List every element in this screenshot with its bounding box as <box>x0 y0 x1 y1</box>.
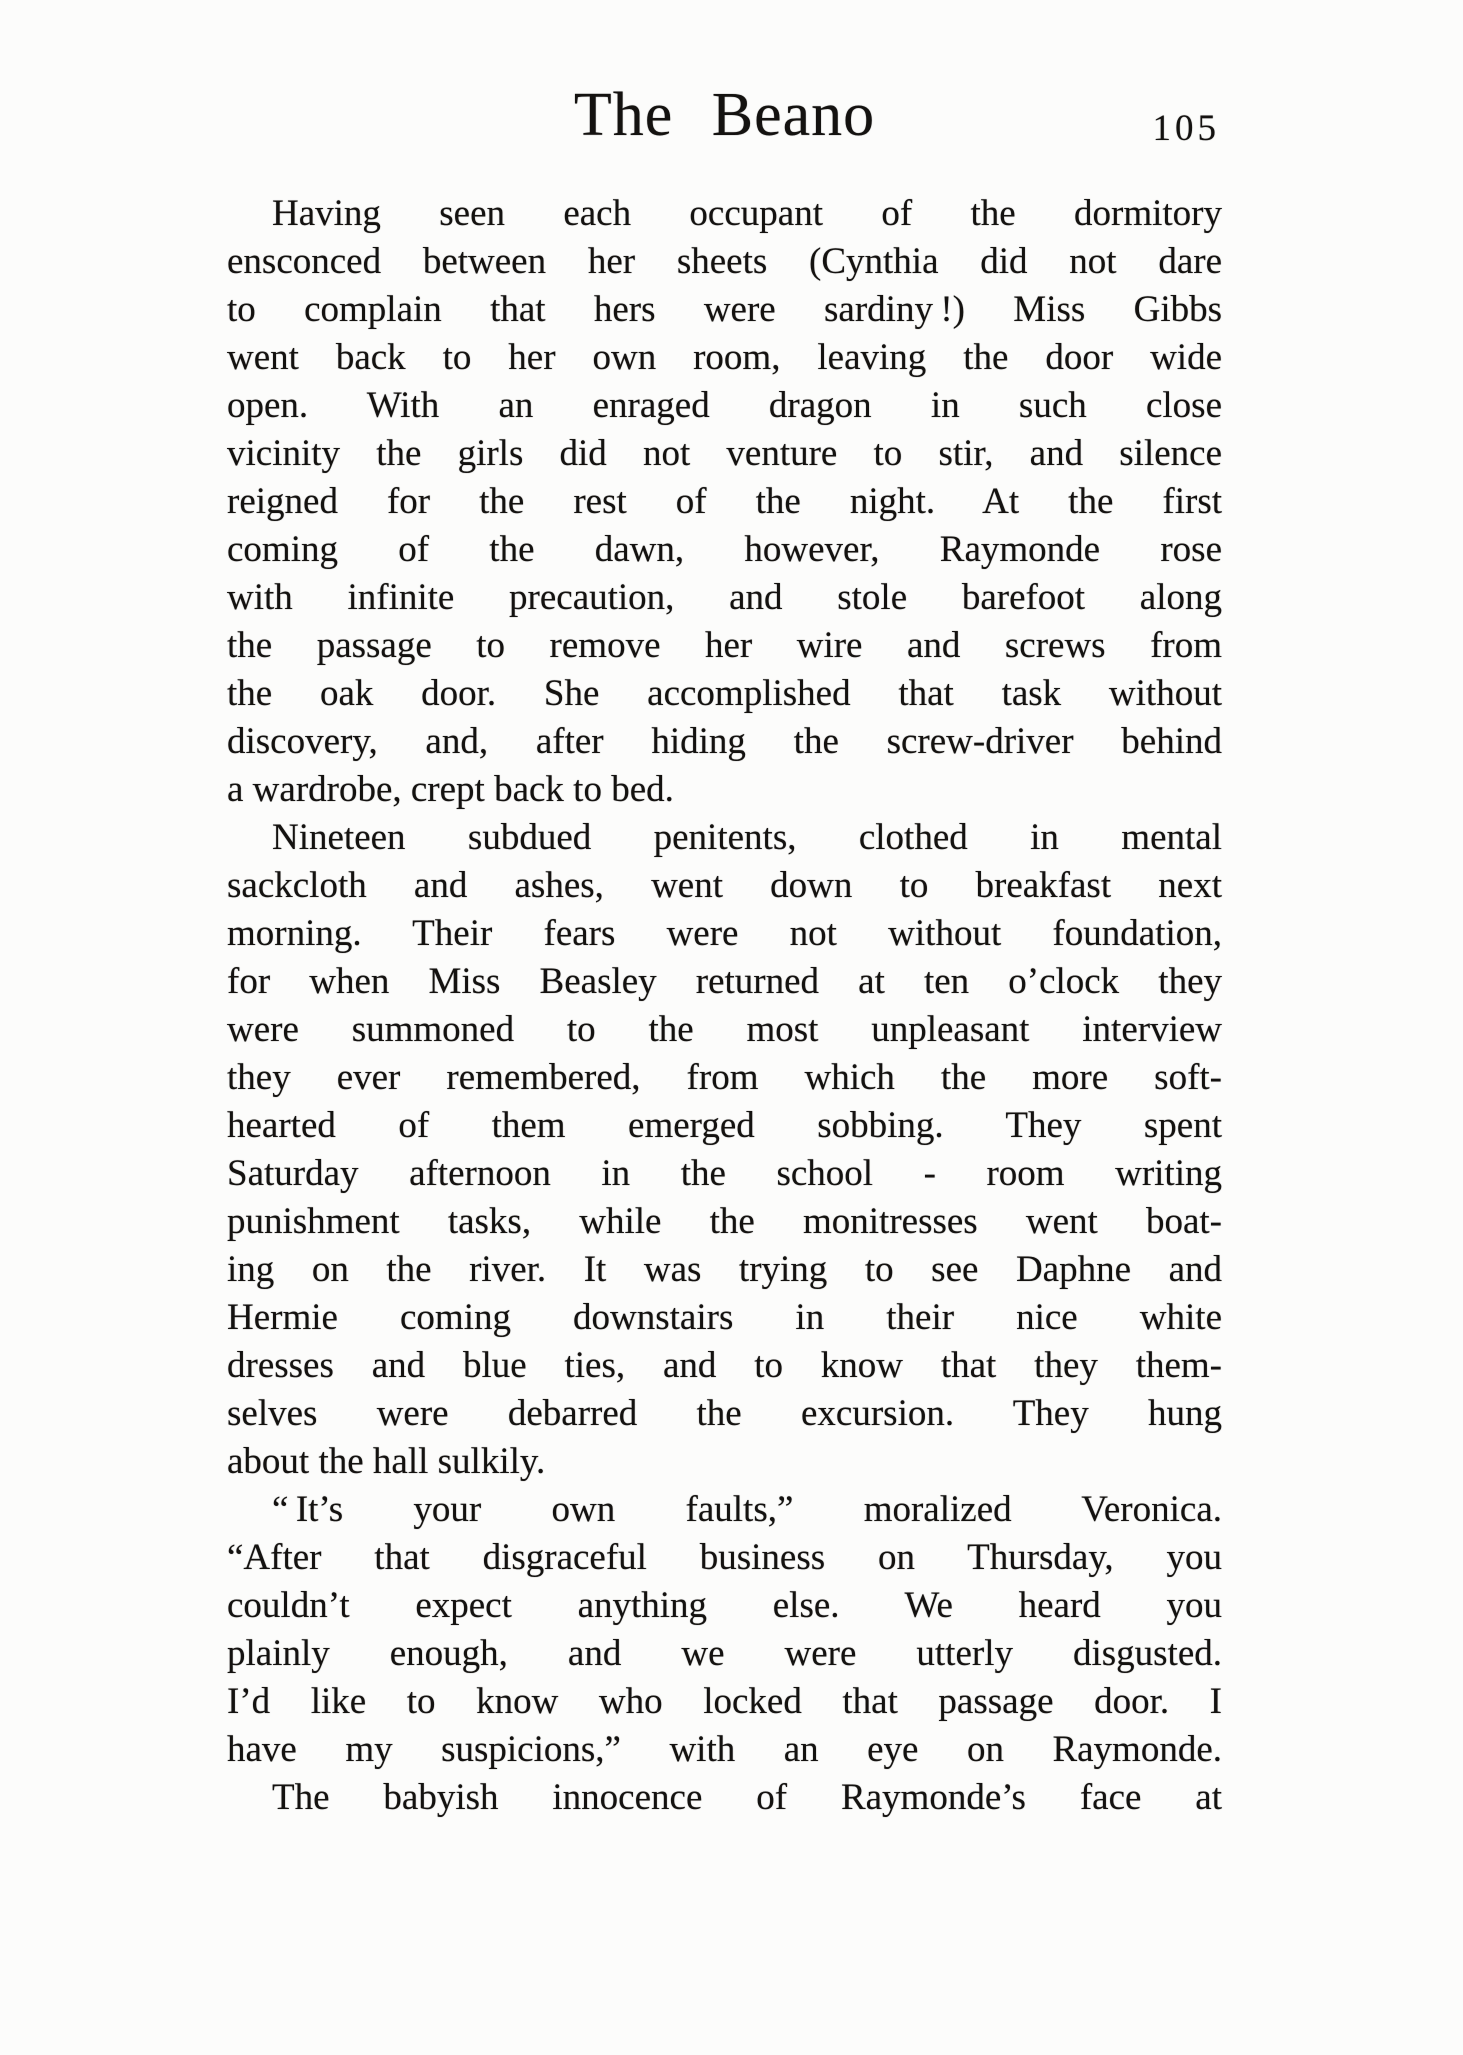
text-line: sackcloth and ashes, went down to breakfast next <box>227 865 1222 906</box>
text-line: Hermie coming downstairs in their nice white <box>227 1297 1222 1338</box>
text-line: for when Miss Beasley returned at ten o’clock they <box>227 961 1222 1002</box>
text-line: discovery, and, after hiding the screw-driver behind <box>227 721 1222 762</box>
text-line: open. With an enraged dragon in such close <box>227 385 1222 426</box>
text-line: morning. Their fears were not without foundation, <box>227 913 1222 954</box>
text-line: “ It’s your own faults,” moralized Veronica. <box>272 1489 1222 1530</box>
page-number: 105 <box>1152 108 1220 149</box>
text-line: about the hall sulkily. <box>227 1441 546 1482</box>
text-line: ensconced between her sheets (Cynthia did not dare <box>227 241 1222 282</box>
text-line: I’d like to know who locked that passage door. I <box>227 1681 1222 1722</box>
page-body <box>227 190 1222 1822</box>
paragraph <box>227 1774 1222 1822</box>
text-line: were summoned to the most unpleasant interview <box>227 1009 1222 1050</box>
text-line: went back to her own room, leaving the door wide <box>227 337 1222 378</box>
text-line: the oak door. She accomplished that task without <box>227 673 1222 714</box>
text-line: to complain that hers were sardiny !) Miss Gibbs <box>227 289 1222 330</box>
text-line: have my suspicions,” with an eye on Raymonde. <box>227 1729 1222 1770</box>
text-line: reigned for the rest of the night. At the first <box>227 481 1222 522</box>
text-line: with infinite precaution, and stole barefoot along <box>227 577 1222 618</box>
text-line: a wardrobe, crept back to bed. <box>227 769 674 810</box>
text-line: Having seen each occupant of the dormitory <box>272 193 1222 234</box>
text-line: The babyish innocence of Raymonde’s face at <box>272 1777 1222 1818</box>
text-line: “After that disgraceful business on Thursday, you <box>227 1537 1222 1578</box>
paragraph <box>227 814 1222 1486</box>
text-line: punishment tasks, while the monitresses went boat- <box>227 1201 1222 1242</box>
text-block <box>227 0 1222 2055</box>
text-line: the passage to remove her wire and screws from <box>227 625 1222 666</box>
text-line: couldn’t expect anything else. We heard you <box>227 1585 1222 1626</box>
text-line: vicinity the girls did not venture to stir, and silence <box>227 433 1222 474</box>
paragraph <box>227 1486 1222 1774</box>
text-line: hearted of them emerged sobbing. They spent <box>227 1105 1222 1146</box>
text-line: Saturday afternoon in the school - room writing <box>227 1153 1222 1194</box>
text-line: Nineteen subdued penitents, clothed in mental <box>272 817 1222 858</box>
text-line: plainly enough, and we were utterly disgusted. <box>227 1633 1222 1674</box>
text-line: they ever remembered, from which the more soft- <box>227 1057 1222 1098</box>
paragraph <box>227 190 1222 814</box>
text-line: dresses and blue ties, and to know that they them- <box>227 1345 1222 1386</box>
text-line: coming of the dawn, however, Raymonde rose <box>227 529 1222 570</box>
running-head-title: The Beano <box>573 81 876 149</box>
text-line: selves were debarred the excursion. They hung <box>227 1393 1222 1434</box>
text-line: ing on the river. It was trying to see Daphne and <box>227 1249 1222 1290</box>
